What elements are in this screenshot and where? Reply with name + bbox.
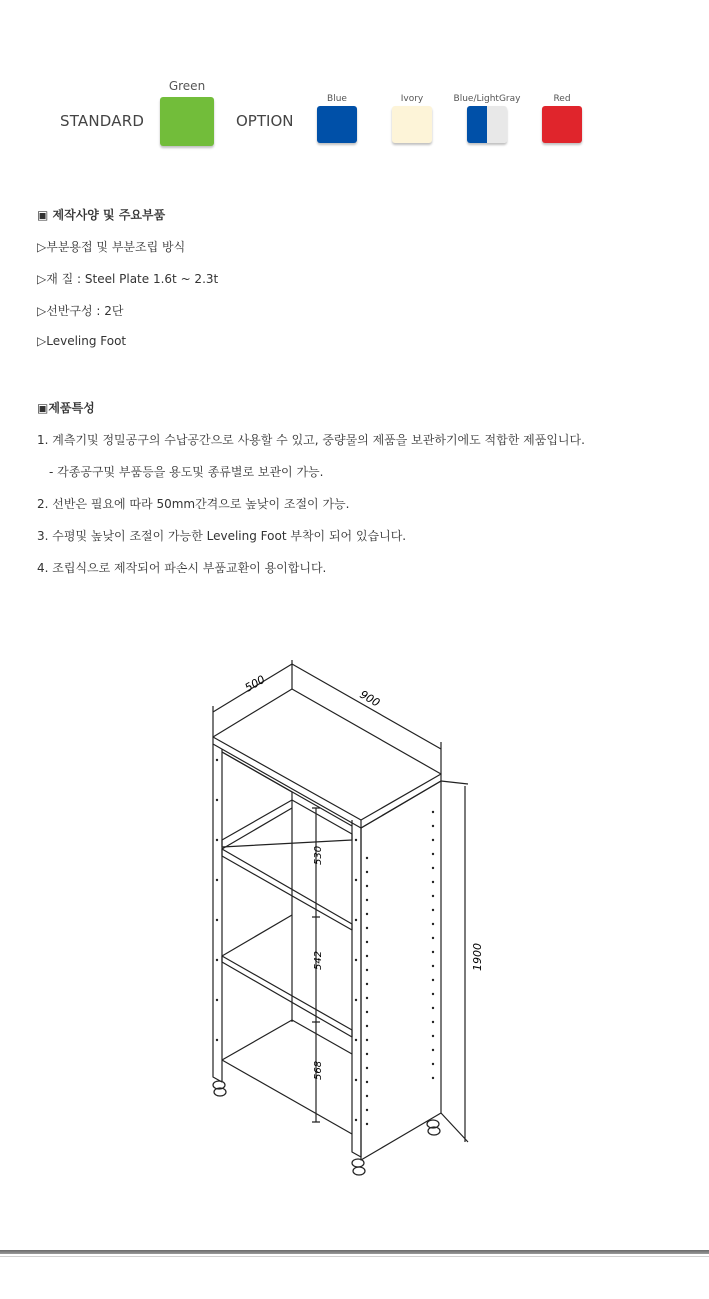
feature-item: 4. 조립식으로 제작되어 파손시 부품교환이 용이합니다.: [37, 561, 327, 575]
color-chip-ivory[interactable]: [392, 106, 432, 143]
dim-shelf-2: 542: [313, 950, 324, 970]
spec-item: ▷재 질 : Steel Plate 1.6t ~ 2.3t: [37, 272, 219, 286]
spec-item: ▷Leveling Foot: [37, 334, 127, 348]
bottom-divider-shadow: [0, 1256, 709, 1257]
option-label: OPTION: [236, 112, 294, 130]
color-chip-blue[interactable]: [317, 106, 357, 143]
dim-height: 1900: [471, 943, 484, 971]
chip-name-green: Green: [168, 79, 206, 93]
dim-shelf-1: 530: [313, 845, 324, 865]
color-chip-green[interactable]: [160, 97, 214, 146]
features-heading: ▣제품특성: [37, 401, 95, 415]
feature-item: 2. 선반은 필요에 따라 50mm간격으로 높낮이 조절이 가능.: [37, 497, 350, 511]
bottom-divider: [0, 1250, 709, 1254]
chip-name-blue: Blue: [327, 94, 347, 104]
feature-item: 1. 계측기및 정밀공구의 수납공간으로 사용할 수 있고, 중량물의 제품을 보관하기에도 적합한 제품입니다.: [37, 433, 585, 447]
feature-item: - 각종공구및 부품등을 용도및 종류별로 보관이 가능.: [49, 465, 324, 479]
feature-item: 3. 수평및 높낮이 조절이 가능한 Leveling Foot 부착이 되어 있습니다.: [37, 529, 407, 543]
chip-name-ivory: Ivory: [400, 94, 424, 104]
dim-shelf-3: 568: [313, 1060, 324, 1080]
spec-item: ▷선반구성 : 2단: [37, 304, 124, 318]
chip-name-blue-lightgray: Blue/LightGray: [453, 94, 521, 104]
chip-name-red: Red: [553, 94, 571, 104]
spec-item: ▷부분용접 및 부분조립 방식: [37, 240, 186, 254]
cabinet-drawing: [190, 650, 490, 1190]
dim-width: 900: [357, 687, 383, 710]
color-chip-blue-lightgray[interactable]: [467, 106, 507, 143]
standard-label: STANDARD: [60, 112, 145, 130]
specs-heading: ▣ 제작사양 및 주요부품: [37, 208, 166, 222]
dim-depth: 500: [242, 672, 268, 695]
color-chip-red[interactable]: [542, 106, 582, 143]
